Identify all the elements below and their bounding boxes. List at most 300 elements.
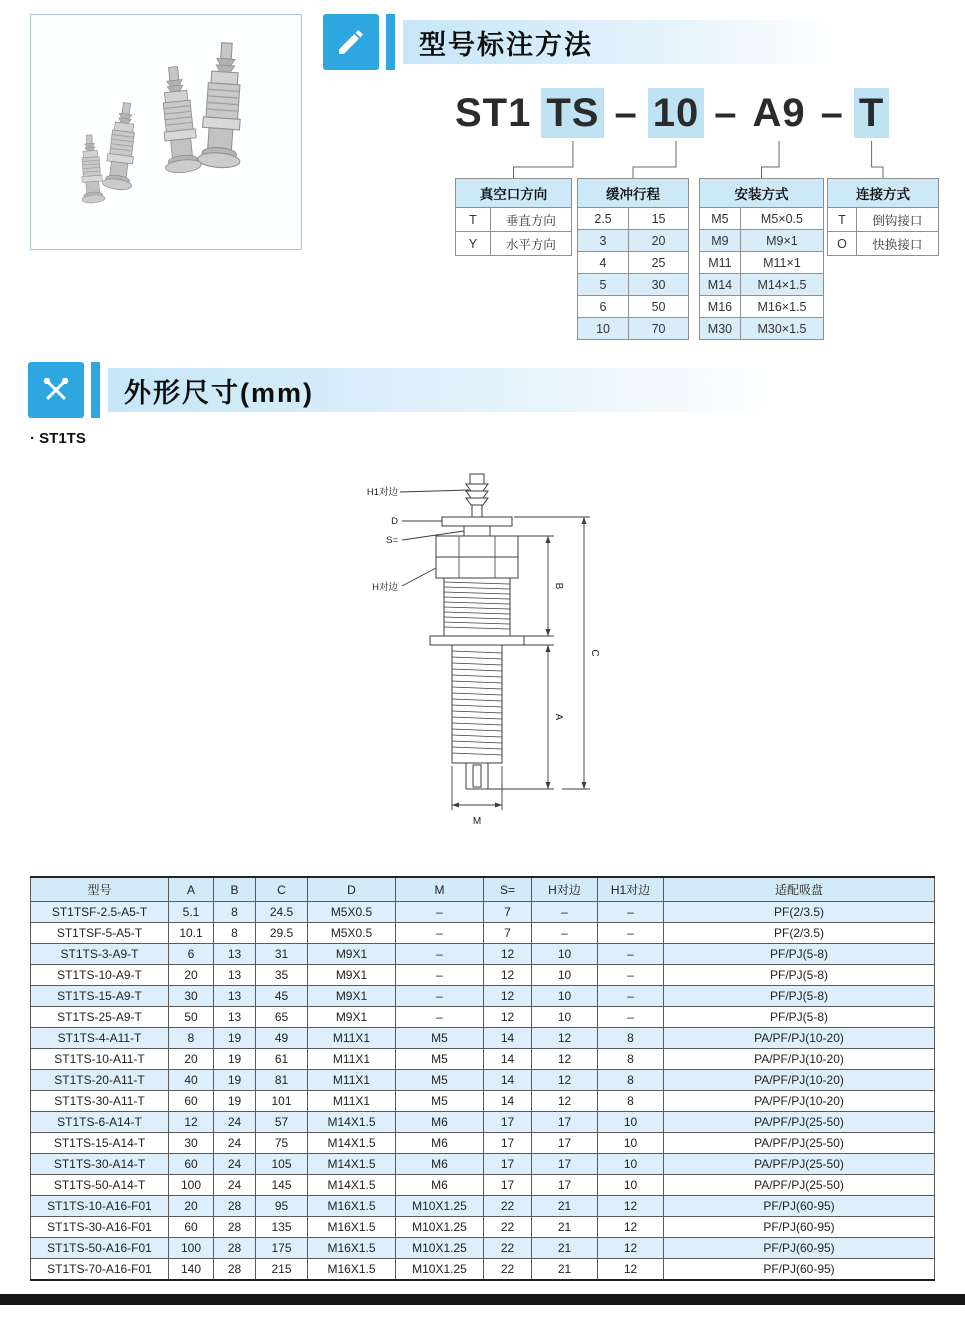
dimension-drawing-svg — [322, 468, 632, 846]
legend-row — [828, 208, 939, 232]
spec-cell: 81 — [256, 1070, 308, 1091]
spec-cell: 24 — [214, 1175, 256, 1196]
spec-row — [31, 1007, 935, 1028]
legend-row — [578, 274, 689, 296]
spec-cell: 145 — [256, 1175, 308, 1196]
legend-cell: 垂直方向 — [490, 208, 571, 232]
tools-icon-glyph — [40, 374, 72, 406]
spec-row — [31, 1028, 935, 1049]
spec-cell: 17 — [484, 1175, 532, 1196]
spec-cell: ST1TS-50-A14-T — [31, 1175, 169, 1196]
spec-cell: 28 — [214, 1196, 256, 1217]
spec-cell: 10 — [532, 965, 598, 986]
spec-cell: 7 — [484, 923, 532, 944]
legend-cell: 5 — [578, 274, 629, 296]
legend-connection — [827, 178, 939, 256]
spec-cell: – — [396, 923, 484, 944]
spec-row — [31, 923, 935, 944]
spec-cell: 49 — [256, 1028, 308, 1049]
dimension-drawing — [322, 468, 632, 851]
legend-cell: 3 — [578, 230, 629, 252]
legend-cell: M16 — [700, 296, 741, 318]
spec-cell: ST1TS-20-A11-T — [31, 1070, 169, 1091]
spec-row — [31, 1238, 935, 1259]
label-m: M — [472, 816, 482, 827]
spec-cell: – — [532, 923, 598, 944]
spec-cell: 12 — [598, 1259, 664, 1281]
spec-cell: 17 — [532, 1112, 598, 1133]
spec-header-cell: H1对边 — [598, 877, 664, 902]
spec-header-cell: C — [256, 877, 308, 902]
spec-cell: 21 — [532, 1238, 598, 1259]
legend-table-title: 缓冲行程 — [578, 179, 689, 208]
spec-cell: 8 — [598, 1070, 664, 1091]
spec-cell: 12 — [484, 1007, 532, 1028]
spec-cell: 50 — [169, 1007, 214, 1028]
spec-cell: – — [598, 965, 664, 986]
spec-row — [31, 986, 935, 1007]
legend-cell: M16×1.5 — [740, 296, 823, 318]
spec-cell: PF/PJ(60-95) — [664, 1259, 935, 1281]
label-h1-flat: H1对边 — [366, 487, 398, 498]
spec-cell: PA/PF/PJ(25-50) — [664, 1175, 935, 1196]
spec-cell: M14X1.5 — [308, 1175, 396, 1196]
spec-header-cell: H对边 — [532, 877, 598, 902]
model-code-segment: – — [614, 91, 638, 135]
legend-cell: 70 — [629, 318, 689, 340]
spec-row — [31, 1133, 935, 1154]
spec-cell: M5 — [396, 1070, 484, 1091]
spec-cell: M16X1.5 — [308, 1217, 396, 1238]
spec-row — [31, 1112, 935, 1133]
spec-cell: M11X1 — [308, 1028, 396, 1049]
spec-cell: 8 — [214, 902, 256, 923]
spec-cell: 12 — [598, 1196, 664, 1217]
spec-header-cell: M — [396, 877, 484, 902]
spec-cell: 35 — [256, 965, 308, 986]
tools-icon — [28, 362, 84, 418]
legend-table-mounting — [699, 178, 824, 340]
spec-cell: 57 — [256, 1112, 308, 1133]
legend-cell: 50 — [629, 296, 689, 318]
legend-row — [456, 208, 572, 232]
spec-cell: M5X0.5 — [308, 923, 396, 944]
spec-cell: – — [396, 1007, 484, 1028]
spec-cell: 100 — [169, 1238, 214, 1259]
spec-cell: 13 — [214, 1007, 256, 1028]
legend-cell: 水平方向 — [490, 232, 571, 256]
spec-cell: 12 — [532, 1028, 598, 1049]
legend-cell: T — [456, 208, 491, 232]
spec-cell: M6 — [396, 1133, 484, 1154]
spec-cell: PF/PJ(60-95) — [664, 1217, 935, 1238]
spec-cell: M6 — [396, 1154, 484, 1175]
legend-table-title: 连接方式 — [828, 179, 939, 208]
spec-cell: 28 — [214, 1259, 256, 1281]
spec-cell: 22 — [484, 1217, 532, 1238]
legend-cell: 6 — [578, 296, 629, 318]
spec-cell: 12 — [532, 1070, 598, 1091]
spec-row — [31, 1070, 935, 1091]
spec-cell: 40 — [169, 1070, 214, 1091]
spec-cell: PA/PF/PJ(25-50) — [664, 1154, 935, 1175]
spec-cell: 14 — [484, 1070, 532, 1091]
spec-cell: PF/PJ(5-8) — [664, 1007, 935, 1028]
spec-cell: PA/PF/PJ(25-50) — [664, 1112, 935, 1133]
spec-cell: M6 — [396, 1175, 484, 1196]
spec-cell: 12 — [532, 1049, 598, 1070]
spec-cell: 10 — [532, 986, 598, 1007]
spec-cell: 100 — [169, 1175, 214, 1196]
model-code-segment: – — [714, 91, 738, 135]
spec-cell: 10 — [598, 1175, 664, 1196]
spec-cell: PF/PJ(5-8) — [664, 965, 935, 986]
spec-header-cell: 型号 — [31, 877, 169, 902]
spec-cell: M5 — [396, 1028, 484, 1049]
legend-cell: M30×1.5 — [740, 318, 823, 340]
legend-cell: O — [828, 232, 857, 256]
spec-cell: ST1TS-10-A11-T — [31, 1049, 169, 1070]
spec-cell: 28 — [214, 1217, 256, 1238]
spec-cell: – — [598, 923, 664, 944]
spec-cell: 45 — [256, 986, 308, 1007]
spec-table-wrap — [30, 876, 935, 1281]
legend-cell: 快换接口 — [856, 232, 938, 256]
legend-row — [456, 232, 572, 256]
legend-row — [700, 296, 824, 318]
spec-cell: ST1TSF-5-A5-T — [31, 923, 169, 944]
spec-header-cell: B — [214, 877, 256, 902]
spec-cell: 19 — [214, 1028, 256, 1049]
spec-cell: – — [396, 965, 484, 986]
spec-cell: ST1TS-30-A16-F01 — [31, 1217, 169, 1238]
connector-line — [762, 141, 780, 179]
spec-cell: M9X1 — [308, 965, 396, 986]
spec-cell: 24 — [214, 1154, 256, 1175]
spec-cell: 17 — [484, 1154, 532, 1175]
spec-cell: M5 — [396, 1091, 484, 1112]
spec-header-row — [31, 877, 935, 902]
legend-cell: 4 — [578, 252, 629, 274]
spec-cell: 21 — [532, 1259, 598, 1281]
model-code-segment: – — [820, 91, 844, 135]
spec-cell: 20 — [169, 965, 214, 986]
spec-cell: PA/PF/PJ(10-20) — [664, 1049, 935, 1070]
spec-cell: – — [598, 944, 664, 965]
legend-buffer-stroke — [577, 178, 689, 340]
legend-row — [578, 296, 689, 318]
spec-cell: 12 — [598, 1217, 664, 1238]
spec-cell: 14 — [484, 1028, 532, 1049]
header-accent-bar — [386, 14, 395, 70]
spec-cell: PF(2/3.5) — [664, 923, 935, 944]
connector-line — [633, 141, 676, 179]
legend-row — [578, 318, 689, 340]
spec-cell: 22 — [484, 1196, 532, 1217]
spec-cell: 20 — [169, 1049, 214, 1070]
spec-cell: 95 — [256, 1196, 308, 1217]
spec-cell: 6 — [169, 944, 214, 965]
spec-cell: 10 — [598, 1154, 664, 1175]
legend-mounting — [699, 178, 824, 340]
spec-cell: ST1TS-25-A9-T — [31, 1007, 169, 1028]
spec-cell: 10 — [532, 1007, 598, 1028]
spec-row — [31, 1175, 935, 1196]
legend-cell: T — [828, 208, 857, 232]
spec-cell: 14 — [484, 1091, 532, 1112]
spec-cell: 21 — [532, 1196, 598, 1217]
spec-cell: 12 — [484, 944, 532, 965]
spec-cell: 24 — [214, 1133, 256, 1154]
spec-cell: M16X1.5 — [308, 1259, 396, 1281]
spec-cell: – — [396, 986, 484, 1007]
model-code — [450, 88, 889, 138]
spec-cell: M11X1 — [308, 1091, 396, 1112]
spec-cell: PF/PJ(60-95) — [664, 1196, 935, 1217]
legend-cell: 20 — [629, 230, 689, 252]
legend-cell: M30 — [700, 318, 741, 340]
page-footer-bar — [0, 1294, 965, 1305]
spec-cell: M11X1 — [308, 1070, 396, 1091]
spec-cell: 30 — [169, 986, 214, 1007]
spec-cell: M10X1.25 — [396, 1217, 484, 1238]
legend-cell: M14×1.5 — [740, 274, 823, 296]
spec-cell: M6 — [396, 1112, 484, 1133]
legend-table-connection — [827, 178, 939, 256]
spec-cell: M14X1.5 — [308, 1133, 396, 1154]
spec-cell: M9X1 — [308, 1007, 396, 1028]
pencil-icon — [323, 14, 379, 70]
spec-cell: ST1TS-15-A14-T — [31, 1133, 169, 1154]
spec-cell: M5 — [396, 1049, 484, 1070]
spec-cell: 30 — [169, 1133, 214, 1154]
spec-cell: 8 — [214, 923, 256, 944]
spec-cell: M9X1 — [308, 986, 396, 1007]
legend-row — [578, 252, 689, 274]
spec-row — [31, 944, 935, 965]
spec-table — [30, 876, 935, 1281]
spec-table-body — [31, 902, 935, 1281]
connector-line — [872, 141, 883, 179]
legend-vacuum-direction — [455, 178, 572, 256]
spec-header-cell: A — [169, 877, 214, 902]
spec-cell: ST1TS-15-A9-T — [31, 986, 169, 1007]
spec-cell: ST1TS-6-A14-T — [31, 1112, 169, 1133]
spec-cell: PA/PF/PJ(10-20) — [664, 1091, 935, 1112]
legend-cell: M5×0.5 — [740, 208, 823, 230]
spec-cell: 12 — [484, 986, 532, 1007]
spec-cell: M5X0.5 — [308, 902, 396, 923]
legend-cell: 2.5 — [578, 208, 629, 230]
section1-title: 型号标注方法 — [419, 29, 593, 60]
spec-cell: 21 — [532, 1217, 598, 1238]
spec-cell: ST1TS-30-A14-T — [31, 1154, 169, 1175]
spec-cell: ST1TS-10-A16-F01 — [31, 1196, 169, 1217]
spec-cell: PF/PJ(5-8) — [664, 944, 935, 965]
spec-cell: M11X1 — [308, 1049, 396, 1070]
spec-cell: – — [598, 986, 664, 1007]
spec-cell: M16X1.5 — [308, 1196, 396, 1217]
model-code-segment-highlight: T — [854, 88, 889, 138]
spec-cell: – — [532, 902, 598, 923]
legend-cell: M9×1 — [740, 230, 823, 252]
label-h-flat: H对边 — [372, 582, 398, 593]
spec-cell: 60 — [169, 1154, 214, 1175]
spec-cell: 12 — [169, 1112, 214, 1133]
spec-cell: 61 — [256, 1049, 308, 1070]
spec-cell: 7 — [484, 902, 532, 923]
spec-cell: – — [396, 944, 484, 965]
spec-row — [31, 1196, 935, 1217]
spec-cell: PA/PF/PJ(25-50) — [664, 1133, 935, 1154]
legend-cell: M11×1 — [740, 252, 823, 274]
spec-cell: M14X1.5 — [308, 1112, 396, 1133]
spec-cell: 10 — [532, 944, 598, 965]
spec-cell: 31 — [256, 944, 308, 965]
legend-cell: M11 — [700, 252, 741, 274]
spec-cell: 10.1 — [169, 923, 214, 944]
spec-cell: – — [598, 902, 664, 923]
spec-header-cell: S= — [484, 877, 532, 902]
legend-cell: 30 — [629, 274, 689, 296]
spec-cell: 8 — [598, 1091, 664, 1112]
spec-cell: ST1TS-50-A16-F01 — [31, 1238, 169, 1259]
legend-row — [578, 208, 689, 230]
spec-cell: ST1TS-10-A9-T — [31, 965, 169, 986]
section2-title-bar — [108, 368, 960, 412]
spec-cell: 5.1 — [169, 902, 214, 923]
section2-header — [28, 362, 960, 418]
model-code-segment: A9 — [752, 91, 806, 135]
spec-cell: – — [396, 902, 484, 923]
spec-cell: M10X1.25 — [396, 1196, 484, 1217]
legend-row — [700, 318, 824, 340]
model-code-segment-highlight: 10 — [648, 88, 705, 138]
connector-line — [514, 141, 573, 179]
legend-cell: 25 — [629, 252, 689, 274]
legend-table-vacuum-direction — [455, 178, 572, 256]
legend-row — [700, 252, 824, 274]
spec-cell: M10X1.25 — [396, 1259, 484, 1281]
legend-cell: 10 — [578, 318, 629, 340]
spec-cell: 28 — [214, 1238, 256, 1259]
legend-cell: M5 — [700, 208, 741, 230]
spec-cell: 22 — [484, 1259, 532, 1281]
pencil-icon-glyph — [335, 26, 367, 58]
section1-title-bar — [403, 20, 955, 64]
spec-cell: 215 — [256, 1259, 308, 1281]
spec-cell: 14 — [484, 1049, 532, 1070]
series-label: · ST1TS — [30, 430, 86, 447]
legend-row — [828, 232, 939, 256]
spec-cell: 12 — [484, 965, 532, 986]
spec-cell: 8 — [598, 1028, 664, 1049]
spec-cell: 17 — [532, 1133, 598, 1154]
spec-cell: 8 — [598, 1049, 664, 1070]
spec-row — [31, 965, 935, 986]
label-d: D — [391, 516, 398, 527]
spec-cell: PA/PF/PJ(10-20) — [664, 1028, 935, 1049]
spec-cell: 140 — [169, 1259, 214, 1281]
spec-cell: ST1TS-70-A16-F01 — [31, 1259, 169, 1281]
legend-cell: Y — [456, 232, 491, 256]
legend-cell: M9 — [700, 230, 741, 252]
spec-cell: 60 — [169, 1217, 214, 1238]
spec-cell: PF/PJ(60-95) — [664, 1238, 935, 1259]
product-photo — [30, 14, 302, 250]
spec-cell: 10 — [598, 1133, 664, 1154]
section2-title: 外形尺寸(mm) — [124, 377, 314, 408]
legend-cell: 倒钩接口 — [856, 208, 938, 232]
legend-table-buffer-stroke — [577, 178, 689, 340]
section1-header — [323, 14, 955, 70]
spec-cell: ST1TS-4-A11-T — [31, 1028, 169, 1049]
spec-cell: 24 — [214, 1112, 256, 1133]
spec-cell: M9X1 — [308, 944, 396, 965]
legend-table-title: 安装方式 — [700, 179, 824, 208]
legend-row — [578, 230, 689, 252]
legend-cell: 15 — [629, 208, 689, 230]
spec-row — [31, 1217, 935, 1238]
spec-cell: 17 — [484, 1133, 532, 1154]
spec-header-cell: D — [308, 877, 396, 902]
spec-cell: M14X1.5 — [308, 1154, 396, 1175]
spec-row — [31, 1091, 935, 1112]
label-s: S= — [386, 535, 398, 546]
product-photo-illustration — [31, 15, 301, 249]
spec-table-header — [31, 877, 935, 902]
label-a: A — [553, 713, 564, 721]
spec-cell: – — [598, 1007, 664, 1028]
spec-cell: 60 — [169, 1091, 214, 1112]
spec-cell: ST1TSF-2.5-A5-T — [31, 902, 169, 923]
spec-cell: 19 — [214, 1070, 256, 1091]
spec-cell: 24.5 — [256, 902, 308, 923]
spec-cell: 65 — [256, 1007, 308, 1028]
spec-cell: 13 — [214, 944, 256, 965]
legend-cell: M14 — [700, 274, 741, 296]
spec-header-cell: 适配吸盘 — [664, 877, 935, 902]
model-code-segment-highlight: TS — [541, 88, 604, 138]
spec-row — [31, 1154, 935, 1175]
spec-cell: PF/PJ(5-8) — [664, 986, 935, 1007]
spec-cell: 8 — [169, 1028, 214, 1049]
spec-row — [31, 1259, 935, 1281]
spec-cell: 22 — [484, 1238, 532, 1259]
spec-cell: ST1TS-30-A11-T — [31, 1091, 169, 1112]
label-c: C — [589, 649, 600, 657]
spec-cell: 17 — [484, 1112, 532, 1133]
spec-cell: 20 — [169, 1196, 214, 1217]
label-b: B — [553, 582, 564, 590]
spec-cell: ST1TS-3-A9-T — [31, 944, 169, 965]
spec-cell: 75 — [256, 1133, 308, 1154]
spec-cell: 10 — [598, 1112, 664, 1133]
spec-cell: 19 — [214, 1049, 256, 1070]
spec-cell: 12 — [598, 1238, 664, 1259]
legend-table-title: 真空口方向 — [456, 179, 572, 208]
spec-cell: 13 — [214, 965, 256, 986]
spec-cell: PA/PF/PJ(10-20) — [664, 1070, 935, 1091]
spec-cell: 105 — [256, 1154, 308, 1175]
spec-cell: 101 — [256, 1091, 308, 1112]
spec-cell: 175 — [256, 1238, 308, 1259]
spec-cell: 17 — [532, 1175, 598, 1196]
spec-row — [31, 1049, 935, 1070]
spec-cell: M16X1.5 — [308, 1238, 396, 1259]
model-code-segment: ST1 — [455, 91, 532, 135]
header-accent-bar — [91, 362, 100, 418]
